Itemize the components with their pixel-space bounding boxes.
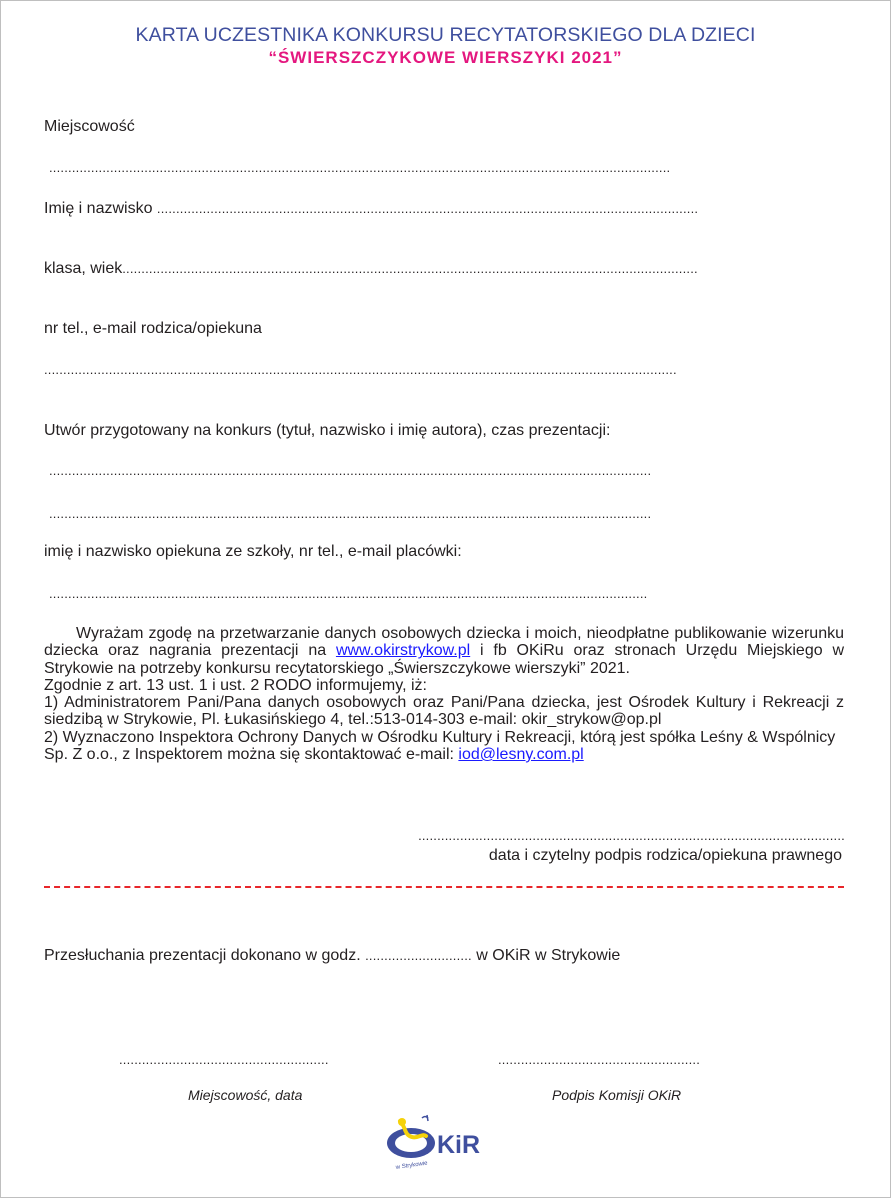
klasa-row [44,260,809,278]
utwor-field-2[interactable]: .............................................................................................................................................................. [49,506,652,521]
cut-divider [44,886,844,888]
okir-logo-icon [382,1113,502,1175]
miejscowosc-label: Miejscowość [44,118,135,135]
opiekun-label: imię i nazwisko opiekuna ze szkoły, nr tel., e-mail placówki: [44,543,462,560]
tel-field[interactable]: ...................................................................................................................................................................... [44,362,677,377]
page-title: KARTA UCZESTNIKA KONKURSU RECYTATORSKIEGO DLA DZIECI [135,24,756,46]
website-link[interactable]: www.okirstrykow.pl [335,642,471,660]
rodo-intro: Zgodnie z art. 13 ust. 1 i ust. 2 RODO informujemy, iż: [44,676,427,694]
miejscowosc-field[interactable]: ................................................................................................................................................................... [49,160,671,175]
commission-signature-field[interactable]: ..................................................... [498,1052,701,1067]
tel-label: nr tel., e-mail rodzica/opiekuna [44,320,262,337]
contest-name: “ŚWIERSZCZYKOWE WIERSZYKI 2021” [268,48,623,67]
klasa-field[interactable]: ....................................................................................................................................................... [122,261,698,276]
imie-field[interactable]: .............................................................................................................................................. [156,201,699,216]
consent-text [44,625,844,763]
okir-logo-text: KiR [437,1131,481,1159]
rodo-point-2-text: 2) Wyznaczono Inspektora Ochrony Danych w Ośrodku Kultury i Rekreacji, którą jest spółka Leśny & Wspólnicy Sp. Z o.o., z Inspektorem można się skontaktować e-mail: [44,728,836,764]
parent-signature-label: data i czytelny podpis rodzica/opiekuna prawnego [488,847,842,864]
audition-place: w OKiR w Strykowie [471,947,621,964]
consent-paragraph [44,625,844,677]
parent-signature-field[interactable]: ................................................................................................................ [418,828,845,843]
utwor-label: Utwór przygotowany na konkurs (tytuł, nazwisko i imię autora), czas prezentacji: [44,422,611,439]
utwor-field-1[interactable]: .............................................................................................................................................................. [49,463,652,478]
consent-text-part1: Wyrażam zgodę na przetwarzanie danych osobowych dziecka i moich, nieodpłatne publikowanie wizerunku dziecka oraz nagrania prezentacji na [44,625,844,660]
audition-row [44,947,620,965]
okir-logo-subtext: w Strykowie [395,1160,428,1171]
commission-signature-label: Podpis Komisji OKiR [552,1087,682,1103]
rodo-point-1: 1) Administratorem Pani/Pana danych osobowych oraz Pani/Pana dziecka, jest Ośrodek Kultury i Rekreacji z siedzibą w Strykowie, Pl. Łukasińskiego 4, tel.:513-014-303 e-mail: okir_strykow@op.pl [44,694,844,729]
iod-email-link[interactable]: iod@lesny.com.pl [458,746,584,764]
opiekun-field[interactable]: ............................................................................................................................................................. [49,586,648,601]
klasa-label: klasa, wiek [44,260,123,277]
audition-text: Przesłuchania prezentacji dokonano w godz. [44,947,366,964]
consent-text-part2: i fb OKiRu oraz stronach Urzędu Miejskiego w Strykowie na potrzeby konkursu recytatorskiego „Świerszczykowe wierszyki” 2021. [44,642,845,677]
place-date-label: Miejscowość, data [188,1087,303,1103]
rodo-point-2 [44,729,844,764]
okir-logo [382,1113,502,1175]
imie-label: Imię i nazwisko [44,200,157,217]
place-date-field[interactable]: ....................................................... [119,1052,329,1067]
audition-time-field[interactable]: ............................ [365,948,472,963]
imie-row [44,200,814,218]
